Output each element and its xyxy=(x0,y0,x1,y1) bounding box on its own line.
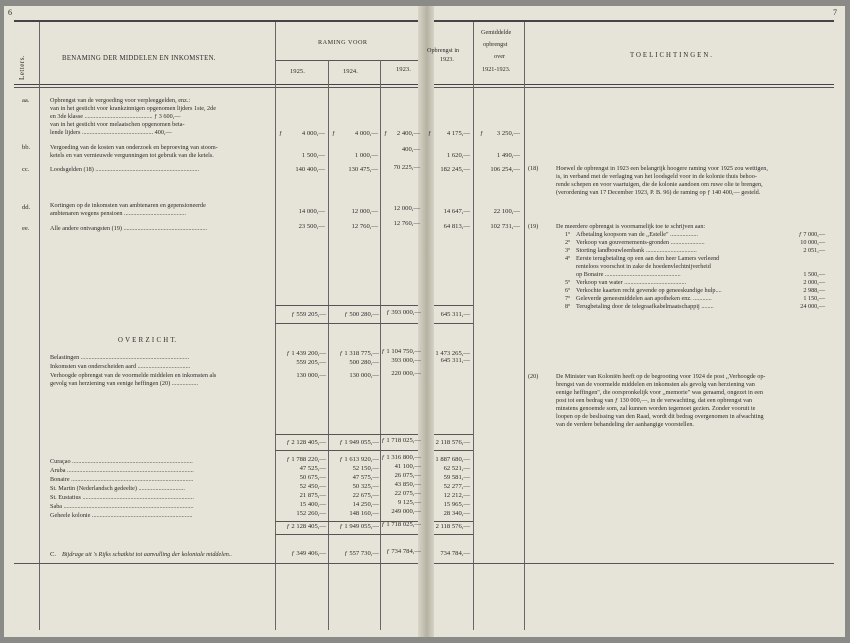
c-row-rule-right xyxy=(434,563,834,564)
opbrengst-header-2: 1923. xyxy=(440,56,454,63)
island-1925: 15 400,— xyxy=(299,501,326,508)
island-name: Curaçao .............................................................................. xyxy=(50,458,193,465)
row-ee-1924: 12 760,— xyxy=(351,223,378,230)
letter-c: C. xyxy=(50,551,57,558)
note-20-line: van de verdere behandeling der aanhangige voorstellen. xyxy=(556,421,694,428)
note-19-text: Verkoop van water ........................................ xyxy=(576,279,687,286)
row-dd-line: Kortingen op de inkomsten van ambtenaren en gepensioneerde xyxy=(50,202,206,209)
row-dd-opbrengst: 14 647,— xyxy=(443,208,470,215)
year-1923: 1923. xyxy=(396,66,411,73)
row-bb-line: ketels en van vernieuwde vergunningen tot gebruik van die ketels. xyxy=(50,152,214,159)
c-row-1925: ƒ 349 406,— xyxy=(291,550,326,557)
raming-voor-header: RAMING VOOR xyxy=(318,39,368,46)
note-19-key: 8º xyxy=(565,303,571,310)
island-1925: 47 525,— xyxy=(299,465,326,472)
row-aa-1925: 4 000,— xyxy=(301,130,325,137)
note-19-text: Afbetaling koopsom van de ,,Estelle" .................. xyxy=(576,231,698,238)
note-19-key: 4º xyxy=(565,255,571,262)
subtotal-1924: ƒ 500 280,— xyxy=(344,311,379,318)
letter-ee: ee. xyxy=(22,225,30,232)
col-line-1925 xyxy=(275,22,276,630)
note-19-key: 5º xyxy=(565,279,571,286)
subtotal-opbrengst: 645 311,— xyxy=(440,311,470,318)
note-19-text: Eerste terugbetaling op een aan den heer Lamers verleend xyxy=(576,255,720,262)
florin-sign: ƒ xyxy=(332,130,336,137)
row-dd-1924: 12 000,— xyxy=(351,208,378,215)
island-1924: 22 675,— xyxy=(352,492,379,499)
row-bb-1924: 1 000,— xyxy=(354,152,378,159)
island-1923: 249 000,— xyxy=(391,508,421,515)
row-ee-1925: 23 500,— xyxy=(298,223,325,230)
island-opb: 62 521,— xyxy=(443,465,470,472)
island-1923: 26 075,— xyxy=(394,472,421,479)
row-bb-line: Vergoeding van de kosten van onderzoek en beproeving van stoom- xyxy=(50,144,218,151)
note-19-key: 7º xyxy=(565,295,571,302)
overzicht-total-under xyxy=(275,450,418,451)
florin-sign: ƒ xyxy=(384,130,388,137)
row-bb-1925: 1 500,— xyxy=(301,152,325,159)
note-18-tag: (18) xyxy=(528,165,539,172)
book-gutter xyxy=(418,6,434,637)
col-line-1923 xyxy=(380,60,381,630)
year-1925: 1925. xyxy=(290,68,305,75)
note-19-text: renteloos voorschot in zake de hoedenvlechtnijverheid xyxy=(576,263,711,270)
c-row-label: Bijdrage uit 's Rijks schatkist tot aanvulling der koloniale middelen.. xyxy=(62,551,232,558)
note-19-value: 10 000,— xyxy=(800,239,825,246)
row-ee-opbrengst: 64 813,— xyxy=(443,223,470,230)
note-19-key: 6º xyxy=(565,287,571,294)
subtotal-under-rule xyxy=(275,323,418,324)
year-1924: 1924. xyxy=(343,68,358,75)
row-bb-1923: 400,— xyxy=(401,146,420,153)
gemiddelde-header-4: 1921-1923. xyxy=(482,66,511,73)
row-dd-1925: 14 000,— xyxy=(298,208,325,215)
gemiddelde-header-1: Gemiddelde xyxy=(481,29,512,36)
note-19-key: 3º xyxy=(565,247,571,254)
overzicht-line: gevolg van herziening van eenige heffingen (20) ................. xyxy=(50,380,198,387)
overzicht-total-1925: ƒ 2 128 405,— xyxy=(286,439,326,446)
header-top-rule-right xyxy=(434,20,834,22)
islands-total-1923: ƒ 1 718 025,— xyxy=(381,521,421,528)
note-19-value: 2 000,— xyxy=(803,279,825,286)
note-18-line: (verordening van 17 December 1923, P. B. 96) de raming op ƒ 140 400,— gesteld. xyxy=(556,189,761,196)
overzicht-line: Inkomsten van onderscheiden aard .................................. xyxy=(50,363,191,370)
note-19-key: 1º xyxy=(565,231,571,238)
col-line-1924 xyxy=(328,60,329,630)
row-aa-1924: 4 000,— xyxy=(354,130,378,137)
note-19-value: ƒ 7 000,— xyxy=(798,231,825,238)
island-name: St. Martin (Nederlandsch gedeelte) .............................. xyxy=(50,485,185,492)
island-1924: ƒ 1 613 920,— xyxy=(339,456,379,463)
row-bb-gemiddelde: 1 490,— xyxy=(496,152,520,159)
row-cc-gemiddelde: 106 254,— xyxy=(490,166,520,173)
row-aa-line: van in het gesticht voor krankzinnigen opgenomen lijders 1ste, 2de xyxy=(50,105,216,112)
note-18-line: is, in verband met de verlaging van het loodsgeld voor in de kolonie thuis behoo- xyxy=(556,173,757,180)
row-aa-line: Opbrengst van de vergoeding voor verpleeggelden, enz.: xyxy=(50,97,191,104)
opbrengst-header-1: Opbrengst in xyxy=(427,47,460,54)
note-19-text: Verkochte kaarten recht gevende op geneeskundige hulp.... xyxy=(576,287,722,294)
note-19-key: 2º xyxy=(565,239,571,246)
overzicht-belasting-1923: ƒ 1 104 750,— xyxy=(381,348,421,355)
subtotal-rule-right xyxy=(434,305,473,306)
island-name: St. Eustatius ........................................................................ xyxy=(50,494,194,501)
note-19-tag: (19) xyxy=(528,223,539,230)
overzicht-inkomsten-1924: 500 280,— xyxy=(349,359,379,366)
island-1924: 52 150,— xyxy=(352,465,379,472)
note-19-intro: De meerdere opbrengst is voornamelijk toe te schrijven aan: xyxy=(556,223,706,230)
island-1925: 152 260,— xyxy=(296,510,326,517)
overzicht-title: O V E R Z I C H T. xyxy=(118,337,177,344)
subtotal-1925: ƒ 559 205,— xyxy=(291,311,326,318)
row-cc-opbrengst: 182 245,— xyxy=(440,166,470,173)
florin-sign: ƒ xyxy=(480,130,484,137)
col-line-opbrengst xyxy=(473,22,474,630)
row-cc-line: Loodsgelden (18) ................................................................... xyxy=(50,166,200,173)
island-1924: 47 575,— xyxy=(352,474,379,481)
note-20-line: loopen op de beslissing van den Raad, wordt dit bedrag overgenomen in afwachting xyxy=(556,413,764,420)
col-line-letters xyxy=(39,22,40,630)
islands-total-rule-right xyxy=(434,521,473,522)
note-19-value: 24 000,— xyxy=(800,303,825,310)
note-20-line: eenige heffingen", die oorspronkelijk voor ,,memorie" was geraamd, ongezet in een xyxy=(556,389,763,396)
row-cc-1924: 130 475,— xyxy=(348,166,378,173)
overzicht-verhoogde-1925: 130 000,— xyxy=(296,372,326,379)
note-20-line: minstens genoemde som, zal kunnen worden tegemoet gezien. Zonder vooruit te xyxy=(556,405,756,412)
letter-cc: cc. xyxy=(22,166,30,173)
row-ee-line: Alle andere ontvangsten (19) ...................................................... xyxy=(50,225,208,232)
overzicht-total-opb: 2 118 576,— xyxy=(435,439,470,446)
islands-total-1924: ƒ 1 949 055,— xyxy=(339,523,379,530)
header-bottom-rule xyxy=(14,84,418,85)
note-20-line: brengst van de voormelde middelen en inkomsten als gevolg van herziening van xyxy=(556,381,755,388)
subtotal-under-rule-right xyxy=(434,323,473,324)
island-opb: 12 212,— xyxy=(443,492,470,499)
overzicht-verhoogde-1924: 130 000,— xyxy=(349,372,379,379)
letter-dd: dd. xyxy=(22,204,31,211)
island-name: Saba .................................................................................... xyxy=(50,503,194,510)
overzicht-belasting-opb: 1 473 265,— xyxy=(435,350,470,357)
row-ee-1923: 12 760,— xyxy=(393,220,420,227)
row-dd-1923: 12 000,— xyxy=(393,205,420,212)
letter-aa: aa. xyxy=(22,97,30,104)
letter-bb: bb. xyxy=(22,144,31,151)
overzicht-total-rule xyxy=(275,434,418,435)
note-20-line: post tot een bedrag van ƒ 130 000,—, in de verwachting, dat een opbrengst van xyxy=(556,397,753,404)
row-bb-opbrengst: 1 620,— xyxy=(446,152,470,159)
note-19-text: Terugbetaling door de telegraafkabelmaatschappij ........ xyxy=(576,303,714,310)
header-top-rule xyxy=(14,20,418,22)
c-row-rule xyxy=(14,563,418,564)
island-1923: 41 100,— xyxy=(394,463,421,470)
subtotal-rule xyxy=(275,305,418,306)
row-dd-line: ambtenaren wegens pensioen ........................................ xyxy=(50,210,186,217)
island-1925: 50 675,— xyxy=(299,474,326,481)
island-1924: 50 325,— xyxy=(352,483,379,490)
island-name: Bonaire ............................................................................... xyxy=(50,476,194,483)
island-1923: 9 125,— xyxy=(397,499,421,506)
header-double-rule-right xyxy=(434,87,834,88)
florin-sign: ƒ xyxy=(428,130,432,137)
left-page-number: 6 xyxy=(8,8,12,17)
letters-header: Letters. xyxy=(18,54,26,80)
header-double-rule xyxy=(14,87,418,88)
overzicht-total-1924: ƒ 1 949 055,— xyxy=(339,439,379,446)
note-19-value: 2 051,— xyxy=(803,247,825,254)
note-19-text: Storting landbouwleenbank ................................. xyxy=(576,247,697,254)
island-1925: ƒ 1 788 220,— xyxy=(286,456,326,463)
subtotal-1923: ƒ 393 000,— xyxy=(386,309,421,316)
right-page xyxy=(426,6,845,637)
florin-sign: ƒ xyxy=(279,130,283,137)
islands-total-1925: ƒ 2 128 405,— xyxy=(286,523,326,530)
c-row-1924: ƒ 557 730,— xyxy=(344,550,379,557)
c-row-opb: 734 784,— xyxy=(440,550,470,557)
note-19-text: op Bonaire ................................................. xyxy=(576,271,681,278)
island-1923: 43 850,— xyxy=(394,481,421,488)
island-name: Aruba .................................................................................. xyxy=(50,467,194,474)
islands-total-opb: 2 118 576,— xyxy=(435,523,470,530)
row-aa-line: van in het gesticht voor melaatschen opgenomen beta- xyxy=(50,121,185,128)
c-row-1923: ƒ 734 784,— xyxy=(386,548,421,555)
note-19-text: Verkoop van gouvernements-gronden ...................... xyxy=(576,239,705,246)
island-opb: 28 340,— xyxy=(443,510,470,517)
overzicht-total-rule-right xyxy=(434,434,473,435)
note-20-tag: (20) xyxy=(528,373,539,380)
gemiddelde-header-2: opbrengst xyxy=(483,41,508,48)
row-ee-gemiddelde: 102 731,— xyxy=(490,223,520,230)
overzicht-belasting-1925: ƒ 1 439 200,— xyxy=(286,350,326,357)
island-opb: 52 277,— xyxy=(443,483,470,490)
note-19-value: 1 150,— xyxy=(803,295,825,302)
island-1925: 52 450,— xyxy=(299,483,326,490)
island-name: Geheele kolonie ................................................................. xyxy=(50,512,193,519)
raming-subrule xyxy=(275,60,418,61)
island-opb: 59 581,— xyxy=(443,474,470,481)
island-opb: 15 965,— xyxy=(443,501,470,508)
overzicht-inkomsten-1925: 559 205,— xyxy=(296,359,326,366)
row-cc-1923: 70 225,— xyxy=(393,164,420,171)
right-page-number: 7 xyxy=(833,8,837,17)
overzicht-total-under-right xyxy=(434,450,473,451)
row-dd-gemiddelde: 22 100,— xyxy=(493,208,520,215)
overzicht-inkomsten-opb: 645 311,— xyxy=(440,357,470,364)
row-aa-line: lende lijders .............................................. 400,— xyxy=(50,129,172,136)
note-18-line: Hoewel de opbrengst in 1923 een belangrijk hoogere raming voor 1925 zou wettigen, xyxy=(556,165,768,172)
island-1924: 14 250,— xyxy=(352,501,379,508)
benaming-header: BENAMING DER MIDDELEN EN INKOMSTEN. xyxy=(62,55,216,62)
row-aa-line: en 3de klasse ............................................ ƒ 3 600,— xyxy=(50,113,181,120)
islands-total-under-right xyxy=(434,534,473,535)
overzicht-inkomsten-1923: 393 000,— xyxy=(391,357,421,364)
gemiddelde-header-3: over xyxy=(494,53,505,60)
islands-total-under xyxy=(275,534,418,535)
overzicht-verhoogde-1923: 220 000,— xyxy=(391,370,421,377)
note-18-line: rende schepen en voor vaartuigen, die de kolonie aandoen om ruwe olie te brengen, xyxy=(556,181,763,188)
overzicht-line: Belastingen ...................................................................... xyxy=(50,354,190,361)
row-cc-1925: 140 400,— xyxy=(295,166,325,173)
overzicht-line: Verhoogde opbrengst van de voormelde middelen en inkomsten als xyxy=(50,372,217,379)
row-aa-opbrengst: 4 175,— xyxy=(446,130,470,137)
note-19-value: 2 988,— xyxy=(803,287,825,294)
island-1923: ƒ 1 316 800,— xyxy=(381,454,421,461)
overzicht-total-1923: ƒ 1 718 025,— xyxy=(381,437,421,444)
note-19-text: Geleverde geneesmiddelen aan apotheken enz. ............ xyxy=(576,295,712,302)
toelichtingen-header: TOELICHTINGEN. xyxy=(630,52,714,59)
row-aa-gemiddelde: 3 250,— xyxy=(496,130,520,137)
island-1923: 22 075,— xyxy=(394,490,421,497)
note-19-value: 1 500,— xyxy=(803,271,825,278)
island-1925: 21 875,— xyxy=(299,492,326,499)
overzicht-belasting-1924: ƒ 1 318 775,— xyxy=(339,350,379,357)
island-1924: 148 160,— xyxy=(349,510,379,517)
island-opb: 1 887 680,— xyxy=(435,456,470,463)
note-20-line: De Minister van Koloniën heeft op de begrooting voor 1924 de post ,,Verhoogde op- xyxy=(556,373,766,380)
col-line-gemiddelde xyxy=(524,22,525,630)
row-aa-1923: 2 400,— xyxy=(396,130,420,137)
header-bottom-rule-right xyxy=(434,84,834,85)
